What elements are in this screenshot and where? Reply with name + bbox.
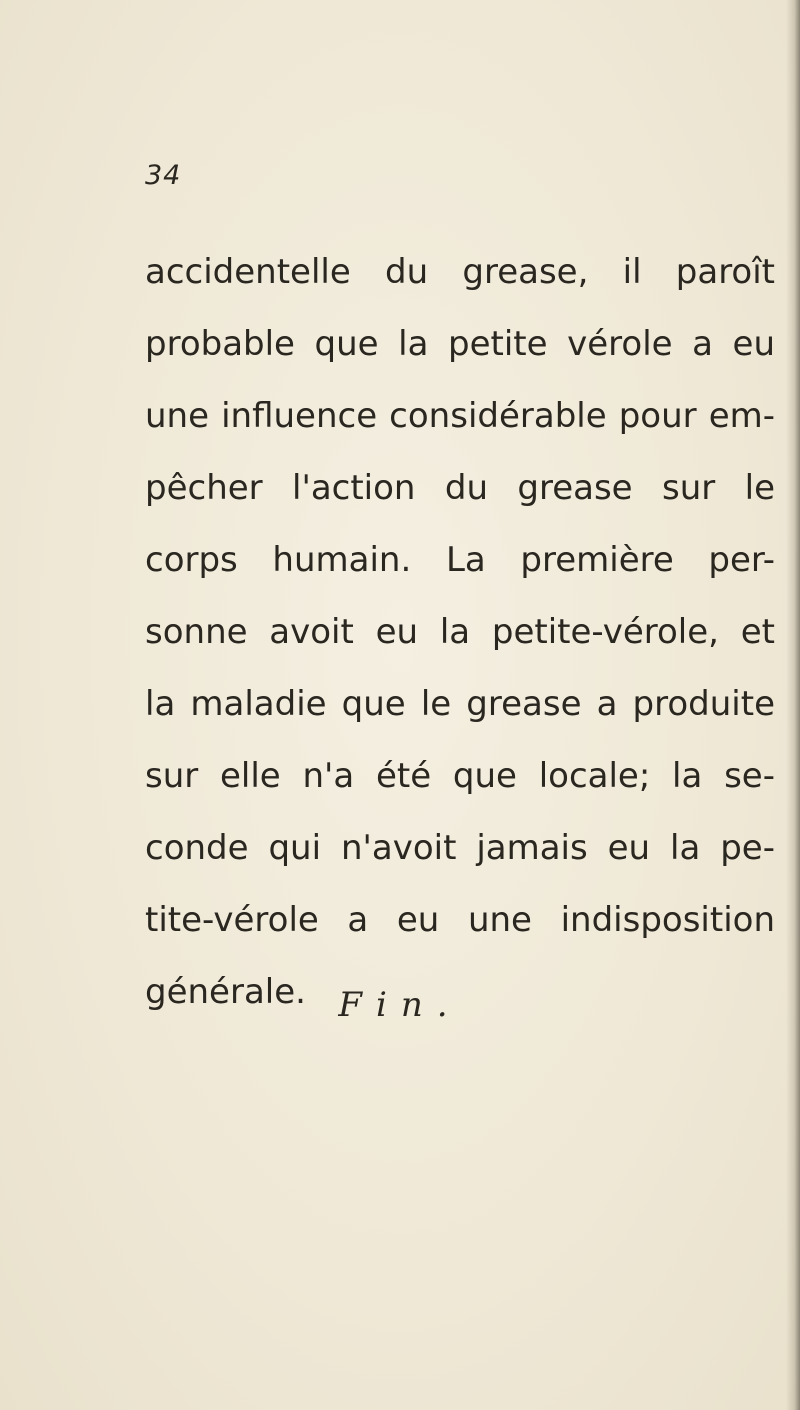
text-line: sonne avoit eu la petite-vérole, et xyxy=(145,612,775,652)
text-line: une influence considérable pour em- xyxy=(145,396,775,436)
text-line: probable que la petite vérole a eu xyxy=(145,324,775,364)
body-paragraph xyxy=(145,252,775,1044)
text-line: conde qui n'avoit jamais eu la pe- xyxy=(145,828,775,868)
closing-fin: Fin. xyxy=(338,985,462,1025)
page-number: 34 xyxy=(145,160,182,191)
text-line: sur elle n'a été que locale; la se- xyxy=(145,756,775,796)
text-line: accidentelle du grease, il paroît xyxy=(145,252,775,292)
text-line: la maladie que le grease a produite xyxy=(145,684,775,724)
text-line: tite-vérole a eu une indisposition xyxy=(145,900,775,940)
page-edge-shadow xyxy=(786,0,800,1410)
text-line: pêcher l'action du grease sur le xyxy=(145,468,775,508)
text-line: corps humain. La première per- xyxy=(145,540,775,580)
text-line: générale. xyxy=(145,972,306,1012)
